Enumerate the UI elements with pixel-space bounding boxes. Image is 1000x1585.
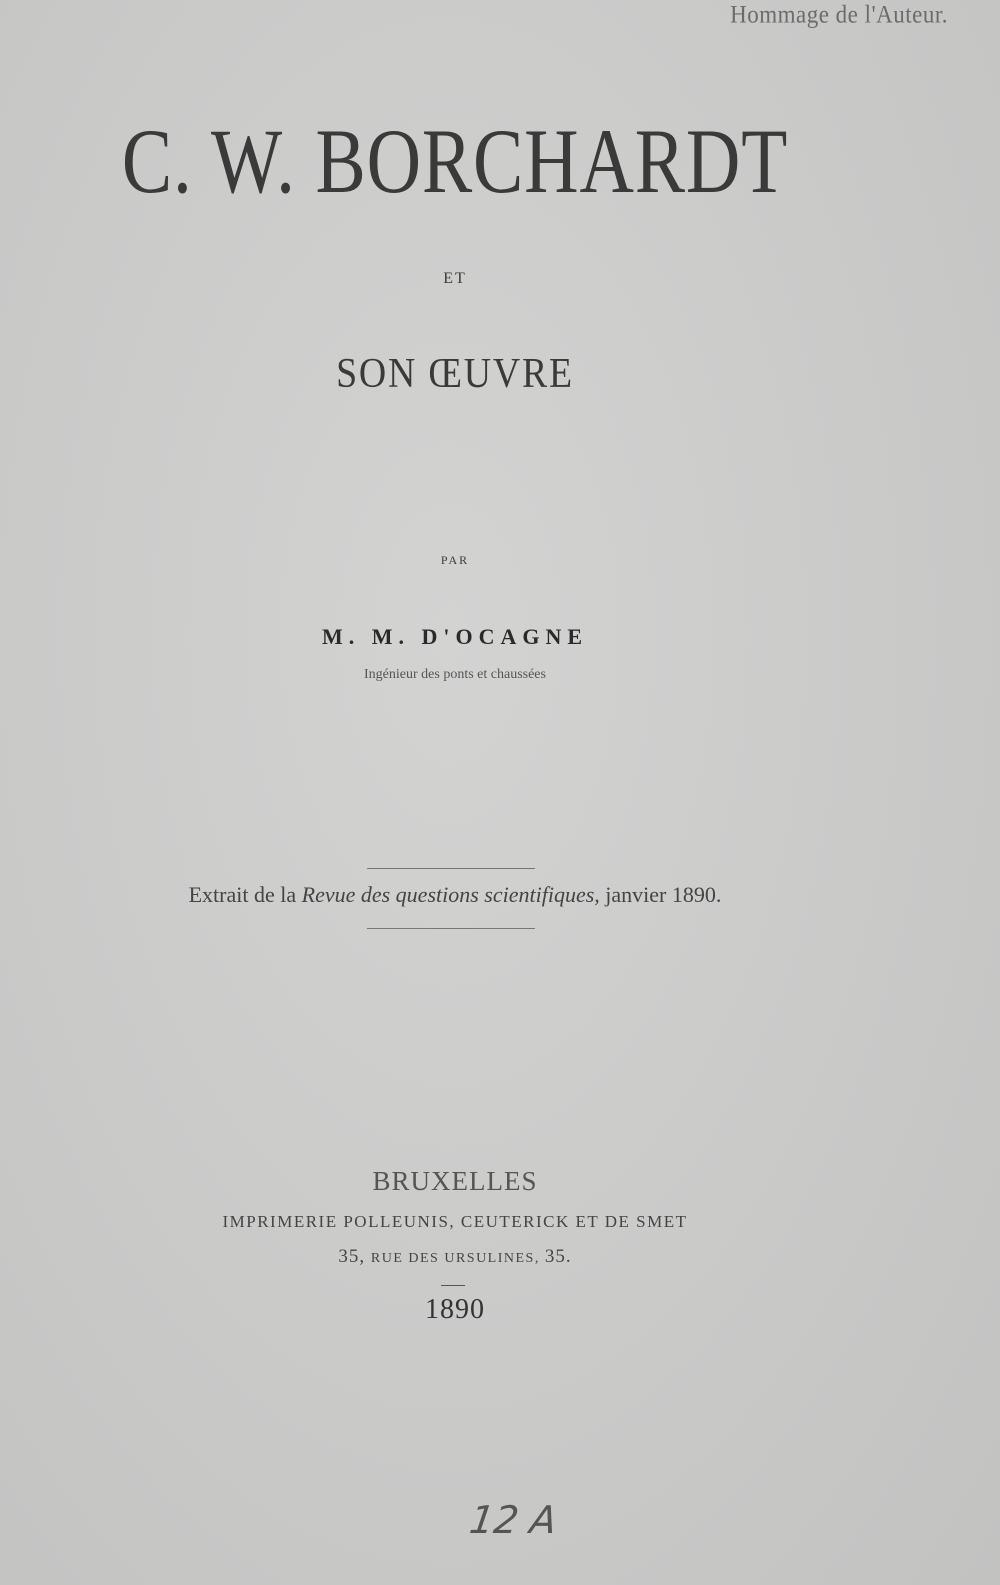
handwritten-shelfmark: 12 A bbox=[466, 1498, 560, 1542]
printer-address bbox=[0, 1246, 910, 1268]
publication-year: 1890 bbox=[425, 1294, 485, 1325]
publication-city: BRUXELLES bbox=[372, 1166, 538, 1196]
book-title: C. W. BORCHARDT bbox=[121, 110, 789, 212]
by-label: PAR bbox=[440, 553, 470, 567]
title-conjunction: ET bbox=[443, 270, 467, 287]
address-number-end: 35. bbox=[544, 1246, 572, 1267]
year-divider bbox=[441, 1285, 465, 1286]
top-divider bbox=[367, 868, 535, 869]
journal-name: Revue des questions scientifiques, bbox=[301, 882, 600, 907]
printer-name: IMPRIMERIE POLLEUNIS, CEUTERICK ET DE SMET bbox=[222, 1212, 688, 1231]
address-street: RUE DES URSULINES, bbox=[370, 1251, 545, 1266]
author-name: M. M. D'OCAGNE bbox=[321, 624, 589, 649]
extract-date: janvier 1890. bbox=[599, 882, 722, 907]
book-subtitle: SON ŒUVRE bbox=[336, 351, 574, 397]
address-number-start: 35, bbox=[338, 1246, 371, 1267]
bottom-divider bbox=[367, 928, 535, 929]
extract-prefix: Extrait de la bbox=[188, 882, 302, 907]
author-role: Ingénieur des ponts et chaussées bbox=[364, 667, 546, 682]
extract-note bbox=[0, 882, 910, 908]
author-tribute-stamp: Hommage de l'Auteur. bbox=[730, 0, 948, 29]
